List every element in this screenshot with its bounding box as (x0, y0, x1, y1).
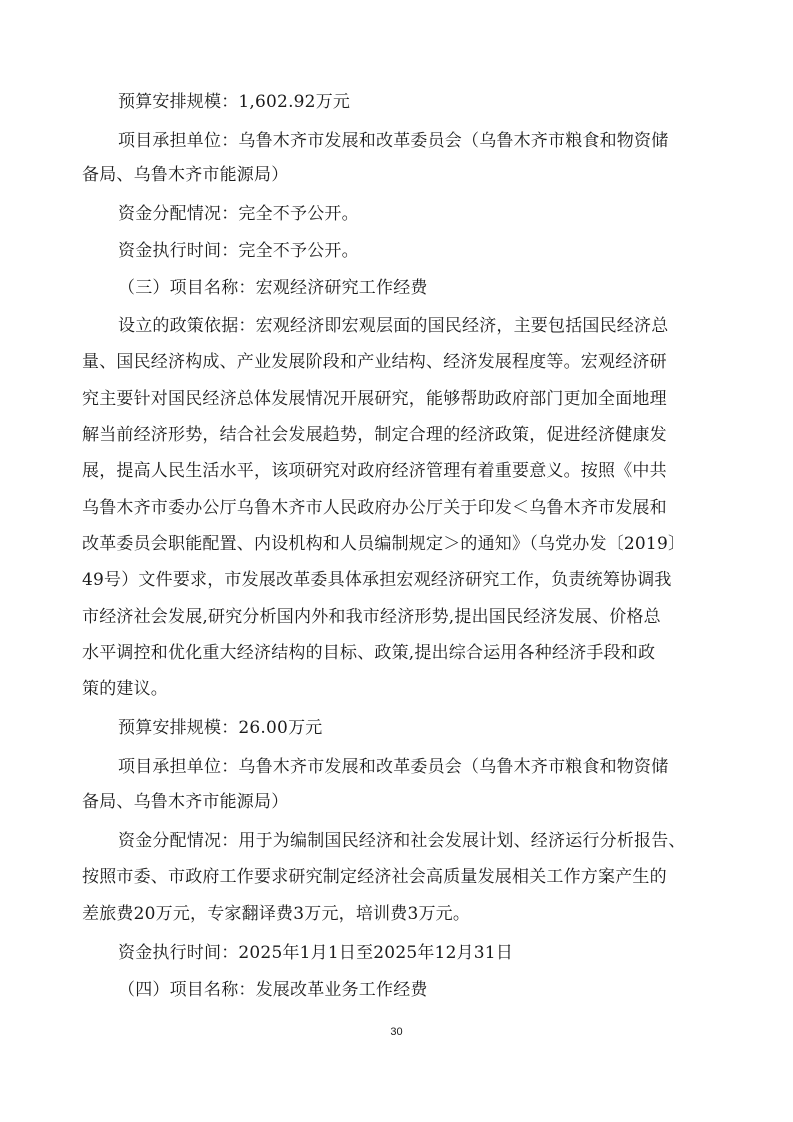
undertaking-unit-line: 项目承担单位：乌鲁木齐市发展和改革委员会（乌鲁木齐市粮食和物资储 (118, 757, 669, 777)
fund-allocation-line: 资金分配情况：用于为编制国民经济和社会发展计划、经济运行分析报告、 (118, 831, 686, 851)
section-heading-3: （三）项目名称：宏观经济研究工作经费 (118, 278, 428, 298)
policy-basis-paragraph-line: 改革委员会职能配置、内设机构和人员编制规定＞的通知》（乌党办发〔2019〕 (82, 534, 686, 554)
policy-basis-paragraph-line: 水平调控和优化重大经济结构的目标、政策,提出综合运用各种经济手段和政 (82, 643, 656, 663)
policy-basis-paragraph-line: 展，提高人民生活水平，该项研究对政府经济管理有着重要意义。按照《中共 (82, 461, 667, 481)
page-number: 30 (390, 1026, 403, 1038)
section-heading-4: （四）项目名称：发展改革业务工作经费 (118, 980, 428, 1000)
fund-allocation-continuation: 差旅费20万元，专家翻译费3万元，培训费3万元。 (82, 904, 471, 924)
policy-basis-paragraph-line: 49号）文件要求，市发展改革委具体承担宏观经济研究工作，负责统筹协调我 (82, 570, 672, 590)
fund-execution-line: 资金执行时间：完全不予公开。 (118, 241, 359, 261)
policy-basis-paragraph-line: 乌鲁木齐市委办公厅乌鲁木齐市人民政府办公厅关于印发＜乌鲁木齐市发展和 (82, 498, 667, 518)
undertaking-unit-continuation: 备局、乌鲁木齐市能源局） (82, 165, 289, 185)
policy-basis-paragraph-line: 策的建议。 (82, 679, 168, 699)
fund-allocation-continuation: 按照市委、市政府工作要求研究制定经济社会高质量发展相关工作方案产生的 (82, 867, 667, 887)
policy-basis-paragraph-line: 解当前经济形势，结合社会发展趋势，制定合理的经济政策，促进经济健康发 (82, 425, 667, 445)
policy-basis-paragraph-line: 设立的政策依据：宏观经济即宏观层面的国民经济，主要包括国民经济总 (118, 316, 669, 336)
policy-basis-paragraph-line: 究主要针对国民经济总体发展情况开展研究，能够帮助政府部门更加全面地理 (82, 389, 667, 409)
undertaking-unit-line: 项目承担单位：乌鲁木齐市发展和改革委员会（乌鲁木齐市粮食和物资储 (118, 131, 669, 151)
policy-basis-paragraph-line: 量、国民经济构成、产业发展阶段和产业结构、经济发展程度等。宏观经济研 (82, 352, 667, 372)
undertaking-unit-continuation: 备局、乌鲁木齐市能源局） (82, 792, 289, 812)
fund-execution-line: 资金执行时间：2025年1月1日至2025年12月31日 (118, 943, 514, 963)
budget-scale-line: 预算安排规模：1,602.92万元 (118, 92, 351, 112)
policy-basis-paragraph-line: 市经济社会发展,研究分析国内外和我市经济形势,提出国民经济发展、价格总 (82, 607, 661, 627)
budget-scale-line: 预算安排规模：26.00万元 (118, 718, 323, 738)
fund-allocation-line: 资金分配情况：完全不予公开。 (118, 204, 359, 224)
